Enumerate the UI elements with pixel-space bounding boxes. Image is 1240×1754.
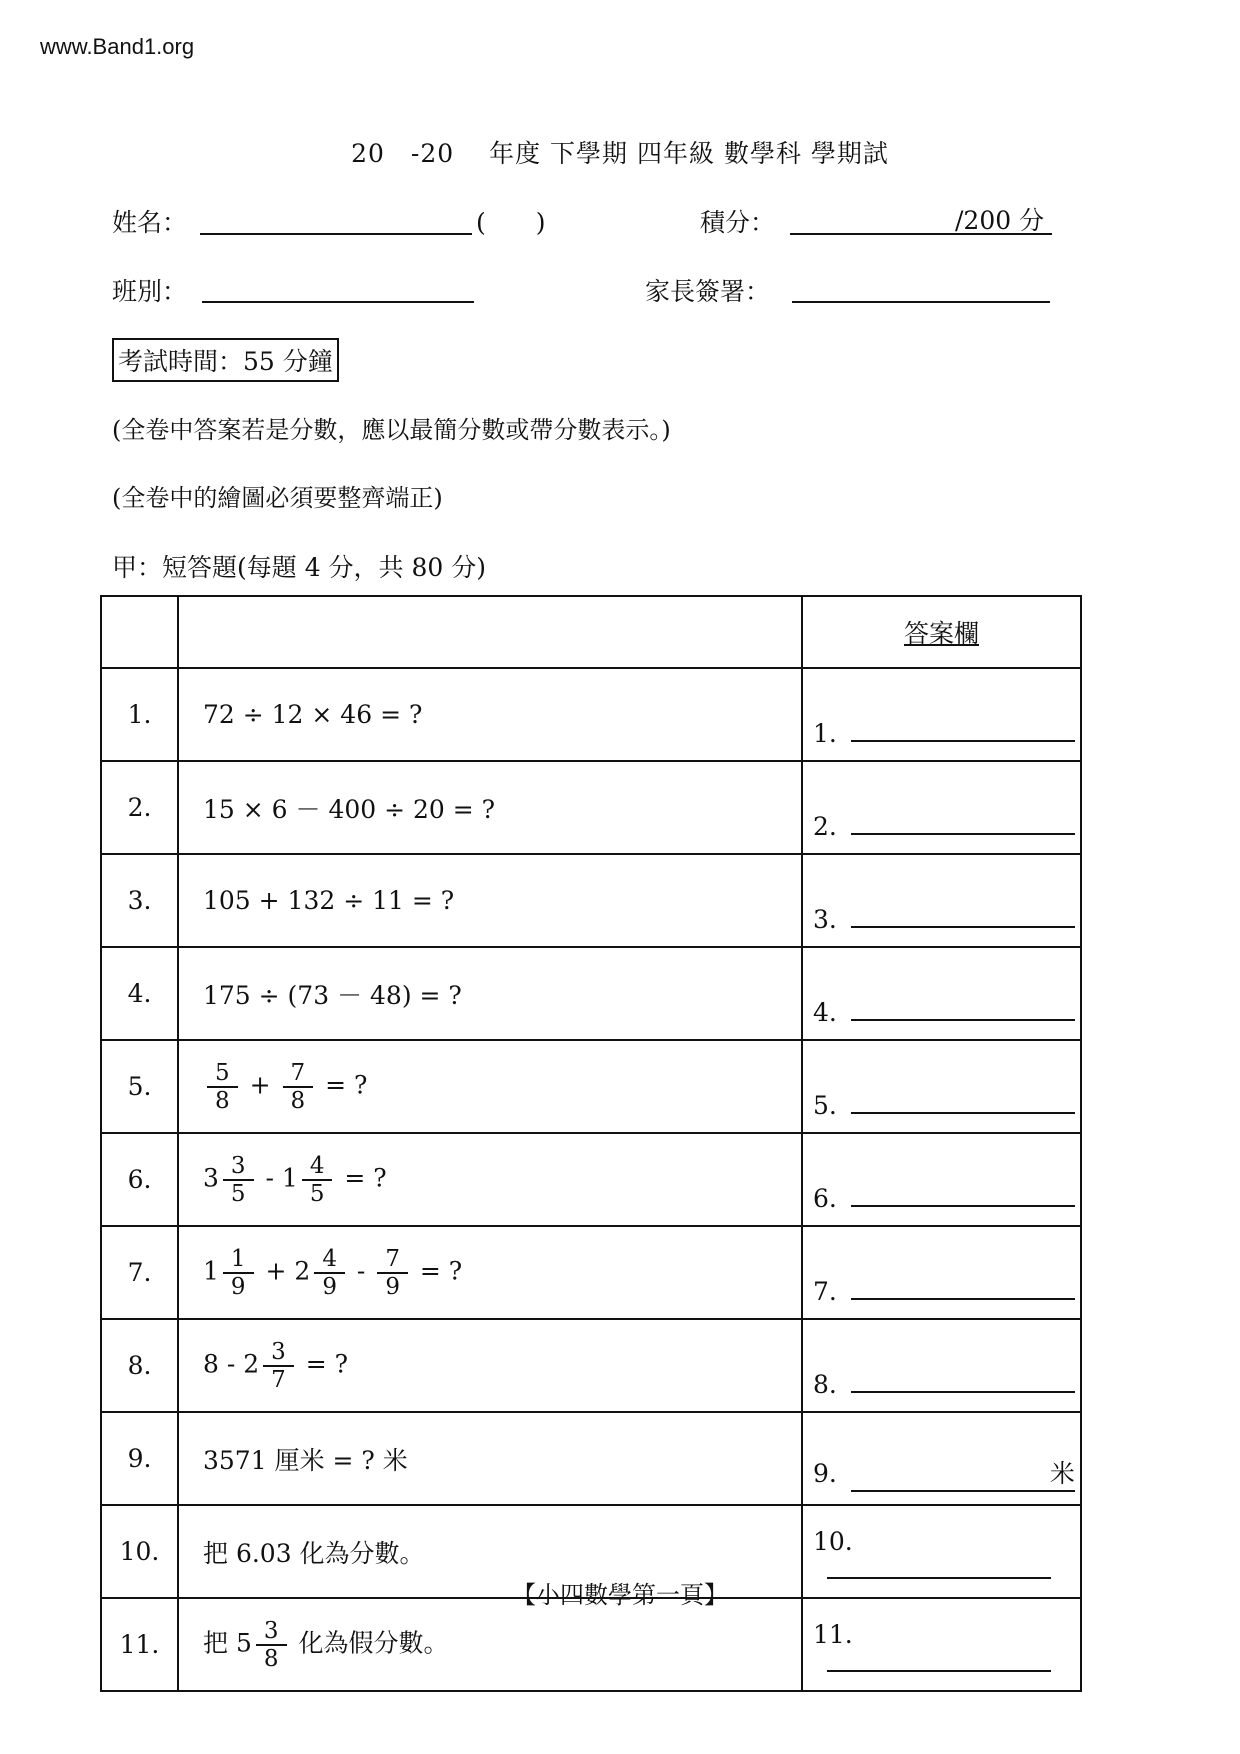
question-number: 1.	[101, 668, 178, 761]
question-row	[101, 1319, 1081, 1412]
class-field[interactable]	[202, 301, 474, 303]
answer-cell	[802, 1133, 1081, 1226]
note-drawing: (全卷中的繪圖必須要整齊端正)	[112, 484, 443, 512]
operator: +	[265, 1256, 287, 1285]
question-text: 175 ÷ (73 － 48) = ?	[203, 980, 462, 1010]
answer-cell	[802, 761, 1081, 854]
answer-field[interactable]	[851, 1391, 1075, 1393]
score-total: /200 分	[955, 206, 1045, 235]
denominator: 5	[309, 1180, 325, 1207]
question-cell	[178, 1133, 802, 1226]
section-heading: 甲：短答題(每題 4 分，共 80 分)	[112, 553, 487, 582]
numerator: 7	[377, 1246, 408, 1274]
note-fraction: (全卷中答案若是分數，應以最簡分數或帶分數表示。)	[112, 416, 671, 444]
score-label: 積分：	[700, 208, 776, 237]
answer-field[interactable]	[827, 1670, 1051, 1672]
operator: -	[356, 1256, 366, 1285]
answer-field[interactable]	[851, 1298, 1075, 1300]
question-cell	[178, 1598, 802, 1691]
whole-number: 5	[235, 1628, 252, 1657]
question-number: 7.	[101, 1226, 178, 1319]
exam-title: 20 -20 年度 下學期 四年級 數學科 學期試	[351, 139, 889, 168]
question-row	[101, 947, 1081, 1040]
answer-number: 9.	[813, 1459, 837, 1488]
denominator: 9	[385, 1273, 400, 1300]
answer-field[interactable]	[851, 1112, 1075, 1114]
answer-cell	[802, 1226, 1081, 1319]
whole-number: 3	[203, 1163, 219, 1192]
numerator: 1	[223, 1246, 254, 1274]
question-row	[101, 1412, 1081, 1505]
answer-cell	[802, 854, 1081, 947]
answer-number: 2.	[813, 812, 837, 841]
question-number: 8.	[101, 1319, 178, 1412]
numerator: 3	[223, 1153, 254, 1181]
question-number: 2.	[101, 761, 178, 854]
answer-number: 8.	[813, 1370, 837, 1399]
answer-cell	[802, 947, 1081, 1040]
answer-cell	[802, 668, 1081, 761]
question-row	[101, 1598, 1081, 1691]
class-label: 班別：	[112, 277, 188, 306]
answer-column-header: 答案欄	[802, 596, 1081, 668]
question-text: 把 6.03 化為分數。	[203, 1538, 425, 1568]
answer-number: 6.	[813, 1184, 837, 1213]
numerator: 7	[283, 1060, 314, 1088]
watermark: www.Band1.org	[40, 34, 195, 59]
question-cell	[178, 761, 802, 854]
question-row	[101, 854, 1081, 947]
question-prefix: 8 -	[203, 1349, 244, 1378]
denominator: 8	[290, 1087, 306, 1114]
question-text: 3571 厘米 = ? 米	[203, 1445, 408, 1475]
answer-number: 4.	[813, 998, 837, 1027]
name-label: 姓名：	[112, 208, 188, 237]
question-text: 105 + 132 ÷ 11 = ?	[203, 886, 455, 915]
whole-number: 1	[203, 1256, 219, 1285]
denominator: 8	[263, 1645, 279, 1672]
fraction	[223, 1246, 254, 1300]
answer-number: 3.	[813, 905, 837, 934]
question-prefix: 把	[203, 1628, 236, 1657]
whole-number: 2	[243, 1349, 260, 1378]
question-cell	[178, 668, 802, 761]
whole-number: 2	[294, 1256, 311, 1285]
page-footer: 【小四數學第一頁】	[512, 1581, 728, 1609]
answer-number: 1.	[813, 719, 837, 748]
denominator: 9	[322, 1273, 337, 1300]
question-cell	[178, 1226, 802, 1319]
question-number: 10.	[101, 1505, 178, 1598]
question-number: 9.	[101, 1412, 178, 1505]
parent-signature-field[interactable]	[792, 301, 1050, 303]
exam-time-box: 考試時間：55 分鐘	[112, 338, 339, 382]
denominator: 9	[230, 1273, 246, 1300]
numerator: 3	[256, 1618, 287, 1646]
fraction	[314, 1246, 345, 1300]
question-end: = ?	[325, 1070, 368, 1099]
numerator: 4	[314, 1246, 345, 1274]
parent-signature-label: 家長簽署：	[645, 277, 771, 306]
name-field[interactable]	[200, 233, 472, 235]
answer-field[interactable]	[851, 740, 1075, 742]
numerator: 3	[263, 1339, 294, 1367]
question-end: 化為假分數。	[298, 1628, 449, 1657]
answer-field[interactable]	[851, 926, 1075, 928]
question-end: = ?	[305, 1349, 349, 1378]
answer-number: 5.	[813, 1091, 837, 1120]
question-row	[101, 1040, 1081, 1133]
question-number: 3.	[101, 854, 178, 947]
numerator: 4	[302, 1153, 333, 1181]
question-text: 72 ÷ 12 × 46 = ?	[203, 700, 423, 729]
denominator: 8	[215, 1087, 230, 1114]
question-end: = ?	[419, 1256, 463, 1285]
question-cell	[178, 854, 802, 947]
whole-number: 1	[281, 1163, 298, 1192]
question-number: 5.	[101, 1040, 178, 1133]
answer-cell	[802, 1319, 1081, 1412]
answer-field[interactable]	[851, 1205, 1075, 1207]
denominator: 7	[271, 1366, 286, 1393]
question-row	[101, 668, 1081, 761]
answer-number: 11.	[813, 1620, 853, 1649]
question-end: = ?	[344, 1163, 387, 1192]
answer-field[interactable]	[851, 1454, 1075, 1492]
question-cell	[178, 947, 802, 1040]
fraction	[302, 1153, 333, 1207]
fraction	[283, 1060, 314, 1114]
denominator: 5	[230, 1180, 246, 1207]
fraction	[256, 1618, 287, 1672]
answer-number: 7.	[813, 1277, 837, 1306]
answer-number: 10.	[813, 1527, 853, 1556]
question-cell	[178, 1040, 802, 1133]
question-number: 4.	[101, 947, 178, 1040]
question-cell	[178, 1319, 802, 1412]
answer-field[interactable]	[851, 1019, 1075, 1021]
numerator: 5	[207, 1060, 238, 1088]
answer-cell	[802, 1598, 1081, 1691]
question-text: 15 × 6 － 400 ÷ 20 = ?	[203, 794, 496, 824]
answer-cell	[802, 1040, 1081, 1133]
question-row	[101, 1226, 1081, 1319]
question-row	[101, 761, 1081, 854]
fraction	[263, 1339, 294, 1393]
fraction	[377, 1246, 408, 1300]
fraction	[223, 1153, 254, 1207]
answer-cell	[802, 1412, 1081, 1505]
question-number: 11.	[101, 1598, 178, 1691]
question-number: 6.	[101, 1133, 178, 1226]
operator: +	[249, 1070, 271, 1099]
class-number-field[interactable]: ( )	[476, 208, 546, 237]
operator: -	[265, 1163, 274, 1192]
question-cell	[178, 1412, 802, 1505]
fraction	[207, 1060, 238, 1114]
question-table	[100, 595, 1082, 1692]
answer-field[interactable]	[851, 833, 1075, 835]
answer-unit: 米	[1049, 1459, 1075, 1488]
question-row	[101, 1133, 1081, 1226]
